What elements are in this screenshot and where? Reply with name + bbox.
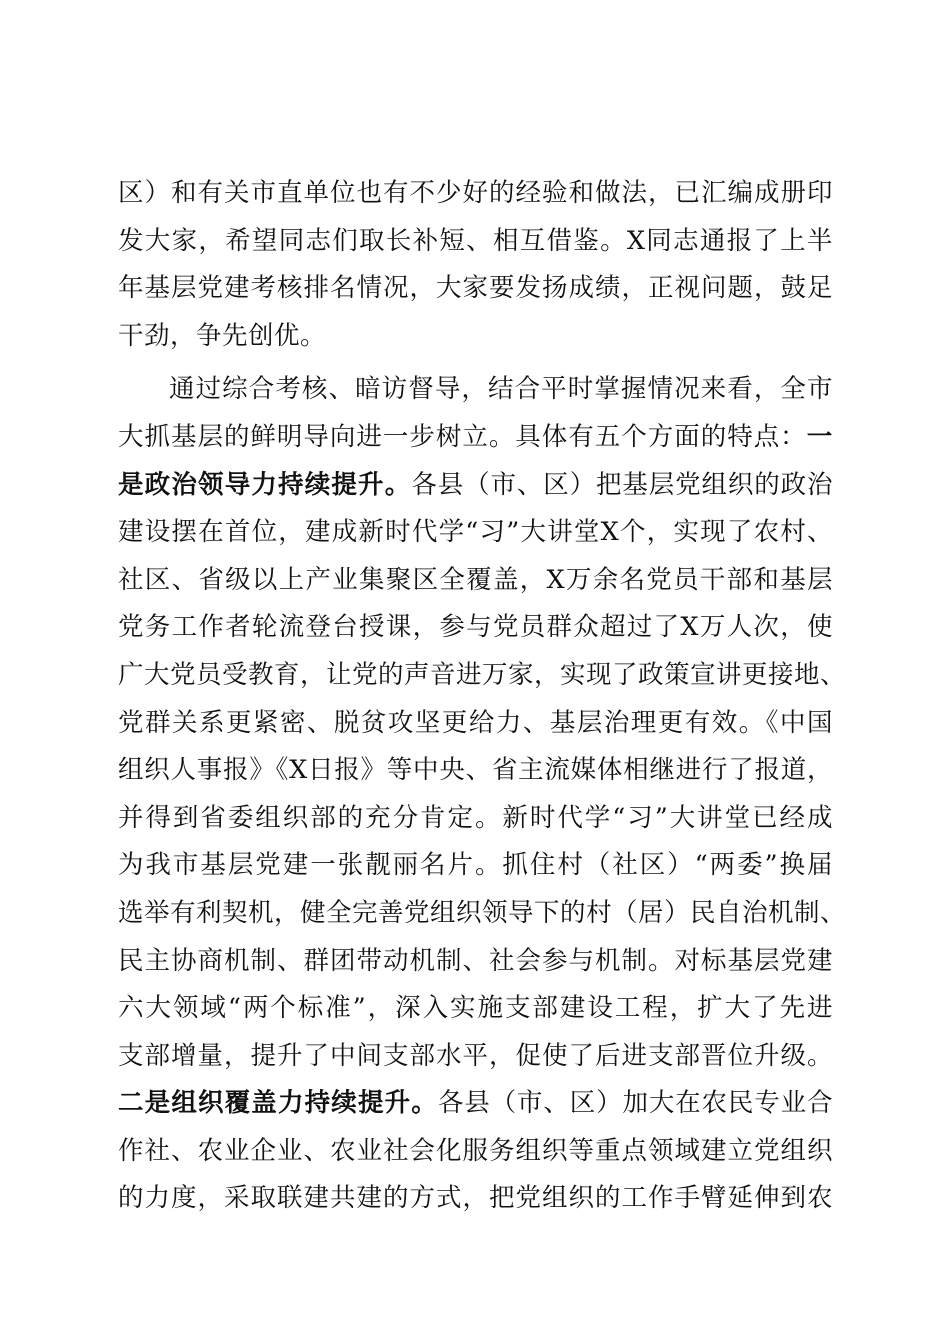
- text-line: 选举有利契机，健全完善党组织领导下的村（居）民自治机制、: [118, 897, 847, 928]
- text-run: 各县（市、区）把基层党组织的政治: [411, 469, 833, 500]
- text-line: 六大领域“两个标准”，深入实施支部建设工程，扩大了先进: [118, 993, 833, 1024]
- text-line: 党务工作者轮流登台授课，参与党员群众超过了X万人次，使: [118, 612, 833, 643]
- text-line: 民主协商机制、群团带动机制、社会参与机制。对标基层党建: [118, 945, 833, 976]
- bold-heading-run: 二是组织覆盖力持续提升。: [118, 1088, 438, 1119]
- text-line: 区）和有关市直单位也有不少好的经验和做法，已汇编成册印: [118, 178, 833, 208]
- text-line: 的力度，采取联建共建的方式，把党组织的工作手臂延伸到农: [118, 1183, 833, 1214]
- text-line: 并得到省委组织部的充分肯定。新时代学“习”大讲堂已经成: [118, 802, 833, 833]
- text-line: 年基层党建考核排名情况，大家要发扬成绩，正视问题，鼓足: [118, 273, 833, 304]
- text-line: 组织人事报》《X日报》等中央、省主流媒体相继进行了报道，: [118, 755, 833, 786]
- text-run: 各县（市、区）加大在农民专业合: [437, 1088, 833, 1119]
- text-line: 建设摆在首位，建成新时代学“习”大讲堂X个，实现了农村、: [118, 517, 833, 548]
- text-line: 社区、省级以上产业集聚区全覆盖，X万余名党员干部和基层: [118, 564, 833, 595]
- text-line: 通过综合考核、暗访督导，结合平时掌握情况来看，全市: [169, 374, 833, 405]
- text-line: 发大家，希望同志们取长补短、相互借鉴。X同志通报了上半: [118, 225, 833, 256]
- text-run: 大抓基层的鲜明导向进一步树立。具体有五个方面的特点：: [118, 421, 807, 452]
- text-line: 支部增量，提升了中间支部水平，促使了后进支部晋位升级。: [118, 1040, 833, 1071]
- text-line: [118, 414, 833, 462]
- text-line: [118, 1080, 833, 1128]
- bold-heading-run: 是政治领导力持续提升。: [118, 469, 412, 500]
- text-line: 作社、农业企业、农业社会化服务组织等重点领域建立党组织: [118, 1135, 833, 1166]
- text-line: 为我市基层党建一张靓丽名片。抓住村（社区）“两委”换届: [118, 850, 833, 881]
- text-line: [118, 462, 833, 510]
- document-body: [118, 170, 847, 1223]
- text-line: 党群关系更紧密、脱贫攻坚更给力、基层治理更有效。《中国: [118, 707, 833, 738]
- text-line: 广大党员受教育，让党的声音进万家，实现了政策宣讲更接地、: [118, 659, 847, 690]
- text-line: 干劲，争先创优。: [118, 320, 327, 351]
- bold-heading-run: 一: [806, 421, 833, 452]
